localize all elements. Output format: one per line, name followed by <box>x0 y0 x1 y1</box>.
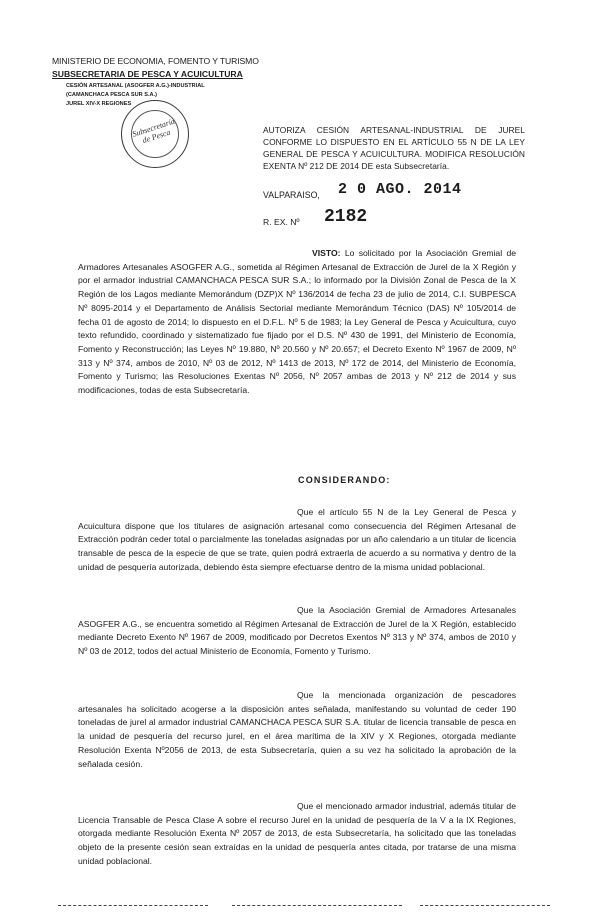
summary-tail: esta Subsecretaría. <box>375 161 450 171</box>
visto-label: VISTO: <box>312 248 341 258</box>
consideration-text: Que el artículo 55 N de la Ley General de Pesca y Acuicultura dispone que los titulares de asignación artesanal como consecuencia del Régimen Artesanal de Extracción podrán ceder total o parcialmente las toneladas asignadas por un año calendario a un titular de licencia transable de pesca de la especie de que se trate, quien podrá extraerla de acuerdo a su normativa y dentro de la unidad de pesquería autorizada, debiendo ésta siempre efectuarse dentro de la misma unidad poblacional. <box>78 507 516 572</box>
consideration-text: Que el mencionado armador industrial, además titular de Licencia Transable de Pesca Clase A sobre el recurso Jurel en la unidad de pesquería de la V a la IX Regiones, otorgada mediante Resolución Exenta Nº 2057 de 2013, de esta Subsecretaría, ha solicitado que las toneladas objeto de la presente cesión sean extraídas en la unidad de pesquería antes citada, por tratarse de una misma unidad poblacional. <box>78 801 516 866</box>
visto-paragraph <box>78 247 516 398</box>
subject-line: JUREL XIV-X REGIONES <box>66 101 132 107</box>
subject-line: (CAMANCHACA PESCA SUR S.A.) <box>66 92 157 98</box>
ministry-name: MINISTERIO DE ECONOMIA, FOMENTO Y TURISMO <box>52 56 259 66</box>
resolution-label: R. EX. Nº <box>263 217 300 227</box>
footer-rule <box>58 905 208 906</box>
footer-rule <box>232 905 402 906</box>
resolution-summary <box>263 124 525 172</box>
subject-line: CESIÓN ARTESANAL (ASOGFER A.G.)-INDUSTRIAL <box>66 83 205 89</box>
summary-text: AUTORIZA CESIÓN ARTESANAL-INDUSTRIAL DE JUREL CONFORME LO DISPUESTO EN EL ARTÍCULO 55 N DE LA LEY GENERAL DE PESCA Y ACUICULTURA. MODIFICA RESOLUCIÓN EXENTA Nº 212 DE 2014 DE <box>263 125 525 171</box>
consideration-paragraph <box>78 800 516 869</box>
consideration-paragraph <box>78 506 516 575</box>
considerando-heading: CONSIDERANDO: <box>298 475 391 485</box>
footer-rule <box>420 905 550 906</box>
consideration-text: Que la mencionada organización de pescadores artesanales ha solicitado acogerse a la disposición antes señalada, manifestando su voluntad de ceder 190 toneladas de jurel al armador industrial CAMANCHACA PESCA SUR S.A. titular de licencia transable de pesca en la unidad de pesquería del recurso jurel, en el área marítima de la XIV y X Regiones, otorgada mediante Resolución Exenta Nº2056 de 2013, de esta Subsecretaría, quien a su vez ha solicitado la aprobación de la señalada cesión. <box>78 690 516 769</box>
consideration-paragraph <box>78 689 516 771</box>
seal-text: Subsecretaría de Pesca <box>131 116 176 145</box>
place-label: VALPARAISO, <box>263 190 320 200</box>
resolution-number: 2182 <box>324 207 368 227</box>
undersecretariat-name: SUBSECRETARIA DE PESCA Y ACUICULTURA <box>52 69 243 79</box>
visto-text: Lo solicitado por la Asociación Gremial de Armadores Artesanales ASOGFER A.G., sometida al Régimen Artesanal de Extracción de Jurel de la X Región y por el armador industrial CAMANCHACA PESCA SUR S.A.; lo informado por la División Zonal de Pesca de la X Región de los Lagos mediante Memorándum (DZP)X Nº 136/2014 de fecha 23 de julio de 2014, C.I. SUBPESCA Nº 8095-2014 y el Departamento de Análisis Sectorial mediante Memorándum Técnico (DAS) Nº 105/2014 de fecha 01 de agosto de 2014; lo dispuesto en el D.F.L. Nº 5 de 1983; la Ley General de Pesca y Acuicultura, cuyo texto refundido, coordinado y sistematizado fue fijado por el D.S. Nº 430 de 1991, del Ministerio de Economía, Fomento y Reconstrucción; las Leyes Nº 19.880, Nº 20.560 y Nº 20.657; el Decreto Exento Nº 1967 de 2009, Nº 313 y Nº 374, ambos de 2010, Nº 03 de 2012, Nº 1413 de 2013, Nº 172 de 2014, del Ministerio de Economía, Fomento y Turismo; las Resoluciones Exentas Nº 2056, Nº 2057 ambas de 2013 y Nº 212 de 2014 y sus modificaciones, todas de esta Subsecretaría. <box>78 248 516 396</box>
date-stamp: 2 0 AGO. 2014 <box>338 181 462 198</box>
official-seal <box>121 100 189 168</box>
consideration-paragraph <box>78 604 516 659</box>
letterhead <box>52 56 292 109</box>
consideration-text: Que la Asociación Gremial de Armadores Artesanales ASOGFER A.G., se encuentra sometido al Régimen Artesanal de Extracción de Jurel de la X Región, establecido mediante Decreto Exento Nº 1967 de 2009, modificado por Decretos Exentos Nº 313 y Nº 374, ambos de 2010 y Nº 03 de 2012, todos del actual Ministerio de Economía, Fomento y Turismo. <box>78 605 516 657</box>
